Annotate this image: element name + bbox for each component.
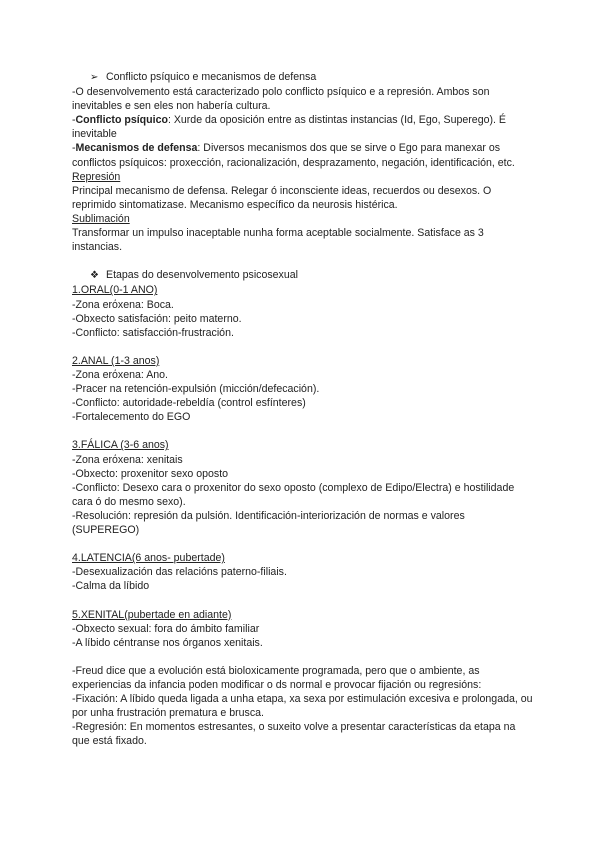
document-body [72,70,534,749]
conflicto-text: : Xurde da oposición entre as distintas instancias (Id, Ego, Superego). É inevitable [72,114,506,141]
spacer [72,254,534,268]
stage-line: -Conflicto: satisfacción-frustración. [72,326,234,339]
stage-line: -Fortalecemento do EGO [72,411,191,424]
diamond-bullet-icon: ❖ [90,270,99,282]
section-heading-conflicto [72,70,534,85]
stage-title: 5.XENITAL(pubertade en adiante) [72,608,232,621]
spacer [72,593,534,607]
closing-paragraph: -Freud dice que a evolución está bioloxicamente programada, pero que o ambiente, as experiencias da infancia poden modificar o ds normal e provocar fijación ou regresións: [72,664,482,692]
stage-line: -A líbido céntranse nos órganos xenitais. [72,636,263,649]
stage-title: 2.ANAL (1-3 anos) [72,354,160,367]
stage-line: -Calma da líbido [72,580,150,593]
stage-title: 3.FÁLICA (3-6 anos) [72,439,169,452]
section-heading-etapas [72,268,534,283]
section-heading-text: Etapas do desenvolvemento psicosexual [106,269,298,282]
represion-title: Represión [72,170,121,183]
conflicto-dash: - [72,114,76,127]
closing-paragraph: -Fixación: A líbido queda ligada a unha etapa, xa sexa por estimulación excesiva e prolongada, ou por unha frustración prematura e brusca. [72,693,533,720]
spacer [72,340,534,354]
stage-line: -Zona erόxena: xenitais [72,453,183,466]
spacer [72,424,534,438]
sublimacion-text: Transformar un impulso inaceptable nunha forma aceptable socialmente. Satisface as 3 instancias. [72,227,484,254]
section-heading-text: Conflicto psíquico e mecanismos de defensa [106,71,317,83]
conflicto-paragraph [72,113,534,141]
stage-line: -Obxecto sexual: fora do ámbito familiar [72,622,260,635]
closing-paragraph: -Regresión: En momentos estresantes, o suxeito volve a presentar características da etapa na que está fixado. [72,721,516,748]
stage-title: 4.LATENCIA(6 anos- pubertade) [72,552,225,565]
stage-line: -Desexualización das relacións paterno-filiais. [72,566,287,579]
represion-text: Principal mecanismo de defensa. Relegar ó inconsciente ideas, recuerdos ou desexos. O reprimido sintomatizase. Mecanismo específico da neurosis histérica. [72,184,492,211]
mecanismos-text: : Diversos mecanismos dos que se sirve o Ego para manexar os conflictos psíquicos: proxección, racionalización, desprazamento, negación, identificación, etc. [72,142,515,169]
stage-line: -Pracer na retención-expulsión (micción/defecación). [72,383,320,396]
spacer [72,537,534,551]
spacer [72,650,534,664]
stage-line: -Obxecto satisfación: peito materno. [72,312,242,325]
stage-line: -Conflicto: autoridade-rebeldía (control esfínteres) [72,397,306,410]
conflicto-label: Conflicto psíquico [75,114,168,127]
intro-paragraph: -O desenvolvemento está caracterizado polo conflicto psíquico e a represión. Ambos son inevitables e sen eles non habería cultura. [72,86,490,113]
stage-line: -Obxecto: proxenitor sexo oposto [72,467,229,480]
arrow-bullet-icon: ➢ [90,72,99,83]
stage-line: -Conflicto: Desexo cara o proxenitor do sexo oposto (complexo de Edipo/Electra) e hostilidade cara ó do mesmo sexo). [72,481,515,508]
mecanismos-label: Mecanismos de defensa [75,142,198,155]
stage-title: 1.ORAL(0-1 ANO) [72,284,158,297]
mecanismos-dash: - [72,142,76,155]
sublimacion-title: Sublimación [72,212,130,225]
stage-line: -Zona erόxena: Boca. [72,298,174,311]
mecanismos-paragraph [72,141,534,169]
stage-line: -Resolución: represión da pulsión. Identificación-interiorización de normas e valores (SUPEREGO) [72,509,465,536]
stage-line: -Zona erόxena: Ano. [72,368,168,381]
